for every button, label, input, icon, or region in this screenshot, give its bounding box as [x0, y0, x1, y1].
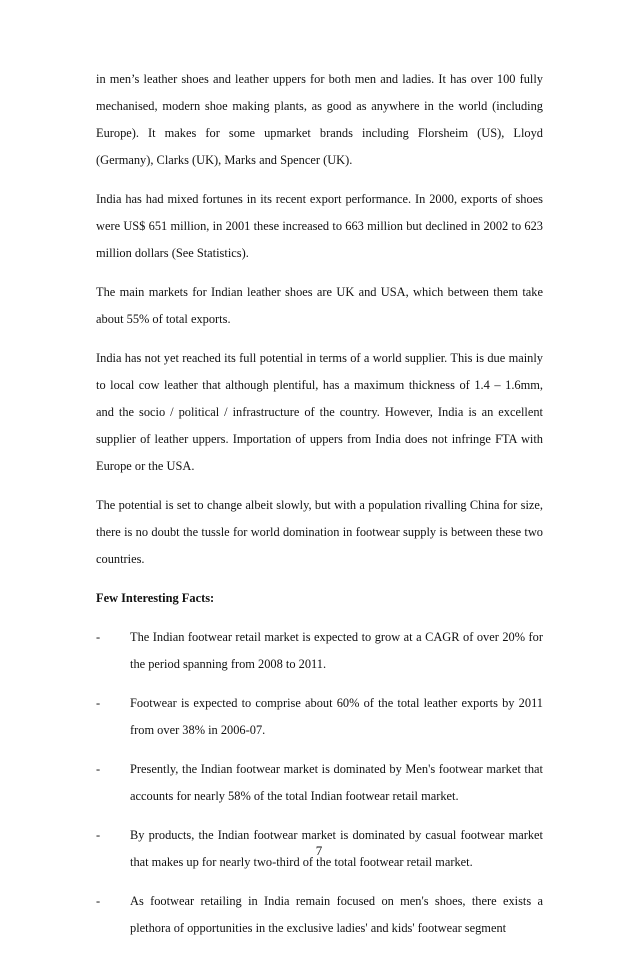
fact-item — [96, 888, 543, 942]
fact-item — [96, 756, 543, 810]
page-number: 7 — [315, 843, 323, 858]
fact-item — [96, 624, 543, 678]
fact-text: Presently, the Indian footwear market is dominated by Men's footwear market that accounts for nearly 58% of the total Indian footwear retail market. — [130, 762, 543, 803]
facts-list — [96, 624, 543, 942]
paragraph-export-performance: India has had mixed fortunes in its recent export performance. In 2000, exports of shoes were US$ 651 million, in 2001 these increased to 663 million but declined in 2002 to 623 million dollars (See Statistics). — [96, 192, 543, 260]
paragraph-india-china: The potential is set to change albeit slowly, but with a population rivalling China for size, there is no doubt the tussle for world domination in footwear supply is between these two countries. — [96, 498, 543, 566]
fact-text: Footwear is expected to comprise about 60% of the total leather exports by 2011 from over 38% in 2006-07. — [130, 696, 543, 737]
paragraph-potential-supplier: India has not yet reached its full potential in terms of a world supplier. This is due mainly to local cow leather that although plentiful, has a maximum thickness of 1.4 – 1.6mm, and the socio / political / infrastructure of the country. However, India is an excellent supplier of leather uppers. Importation of uppers from India does not infringe FTA with Europe or the USA. — [96, 351, 543, 473]
paragraph-main-markets: The main markets for Indian leather shoes are UK and USA, which between them take about 55% of total exports. — [96, 285, 543, 326]
fact-bullet: - — [96, 828, 101, 842]
fact-text: As footwear retailing in India remain focused on men's shoes, there exists a plethora of opportunities in the exclusive ladies' and kids' footwear segment — [130, 894, 543, 935]
fact-text: The Indian footwear retail market is expected to grow at a CAGR of over 20% for the period spanning from 2008 to 2011. — [130, 630, 543, 671]
facts-heading: Few Interesting Facts: — [96, 591, 215, 605]
fact-bullet: - — [96, 762, 101, 776]
fact-bullet: - — [96, 696, 101, 710]
document-page — [96, 66, 543, 954]
fact-text: By products, the Indian footwear market is dominated by casual footwear market that makes up for nearly two-third of the total footwear retail market. — [130, 828, 543, 869]
fact-bullet: - — [96, 894, 101, 908]
paragraph-shoe-manufacturing: in men’s leather shoes and leather uppers for both men and ladies. It has over 100 fully mechanised, modern shoe making plants, as good as anywhere in the world (including Europe). It makes for some upmarket brands including Florsheim (US), Lloyd (Germany), Clarks (UK), Marks and Spencer (UK). — [96, 72, 543, 167]
fact-item — [96, 690, 543, 744]
fact-bullet: - — [96, 630, 101, 644]
